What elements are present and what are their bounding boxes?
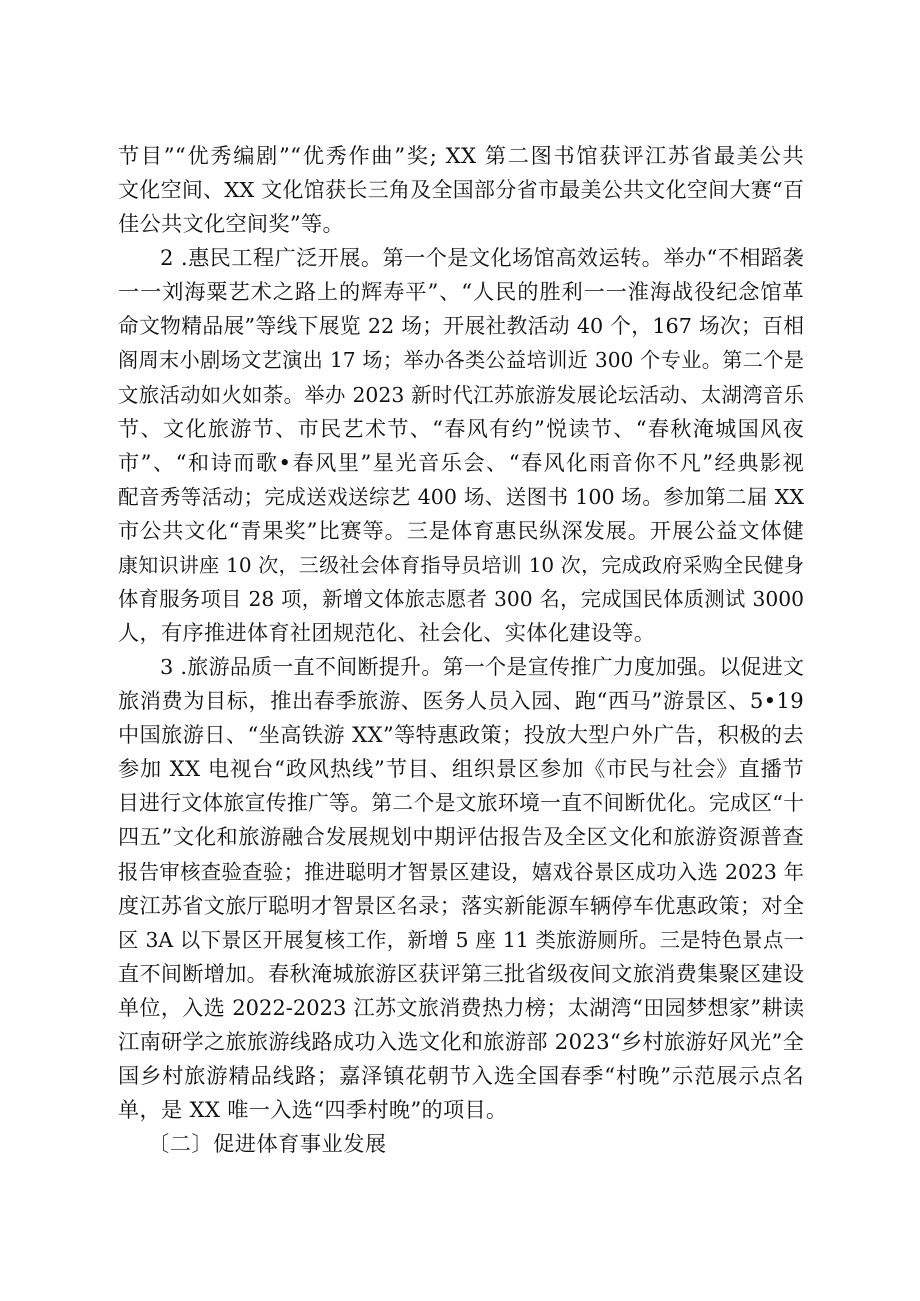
paragraph-3-line-9: 区 3A 以下景区开展复核工作，新增 5 座 11 类旅游厕所。三是特色景点一 <box>118 928 804 952</box>
paragraph-2-line-6: 节、文化旅游节、市民艺术节、“春风有约”悦读节、“春秋淹城国风夜 <box>118 416 804 441</box>
paragraph-2-line-5: 文旅活动如火如荼。举办 2023 新时代江苏旅游发展论坛活动、太湖湾音乐 <box>118 383 804 407</box>
paragraph-3-line-1: 3 .旅游品质一直不间断提升。第一个是宣传推广力度加强。以促进文 <box>160 655 804 679</box>
paragraph-2-line-2: 一一刘海粟艺术之路上的辉寿平”、“人民的胜利一一淮海战役纪念馆革 <box>118 279 804 304</box>
paragraph-3-line-10: 直不间断增加。春秋淹城旅游区获评第三批省级夜间文旅消费集聚区建设 <box>118 961 804 986</box>
paragraph-3-line-8: 度江苏省文旅厅聪明才智景区名录；落实新能源车辆停车优惠政策；对全 <box>118 893 804 918</box>
paragraph-1-line-2: 文化空间、XX 文化馆获长三角及全国部分省市最美公共文化空间大赛“百 <box>118 178 804 202</box>
paragraph-2-line-9: 市公共文化“青果奖”比赛等。三是体育惠民纵深发展。开展公益文体健 <box>118 518 804 543</box>
paragraph-2-line-10: 康知识讲座 10 次，三级社会体育指导员培训 10 次，完成政府采购全民健身 <box>118 553 804 577</box>
paragraph-2-line-1: 2 .惠民工程广泛开展。第一个是文化场馆高效运转。举办“不相蹈袭 <box>160 245 804 270</box>
paragraph-3-line-13: 国乡村旅游精品线路；嘉泽镇花朝节入选全国春季“村晚”示范展示点名 <box>118 1063 804 1088</box>
paragraph-3-line-7: 报告审核查验查验；推进聪明才智景区建设，嬉戏谷景区成功入选 2023 年 <box>118 860 804 884</box>
paragraph-1-line-1: 节目”“优秀编剧”“优秀作曲”奖; XX 第二图书馆获评江苏省最美公共 <box>118 143 804 168</box>
paragraph-3-line-5: 目进行文体旅宣传推广等。第二个是文旅环境一直不间断优化。完成区“十 <box>118 791 804 815</box>
paragraph-2-line-12: 人，有序推进体育社团规范化、社会化、实体化建设等。 <box>118 620 656 645</box>
paragraph-3-line-3: 中国旅游日、“坐高铁游 XX”等特惠政策；投放大型户外广告，积极的去 <box>118 722 804 747</box>
paragraph-3-line-11: 单位，入选 2022-2023 江苏文旅消费热力榜；太湖湾“田园梦想家”耕读 <box>118 995 804 1020</box>
section-heading: 〔二〕促进体育事业发展 <box>148 1131 387 1156</box>
paragraph-3-line-12: 江南研学之旅旅游线路成功入选文化和旅游部 2023“乡村旅游好风光”全 <box>118 1029 805 1054</box>
paragraph-1-line-3: 佳公共文化空间奖”等。 <box>118 211 345 236</box>
paragraph-3-line-2: 旅消费为目标，推出春季旅游、医务人员入园、跑“西马”游景区、5•19 <box>118 688 804 713</box>
paragraph-2-line-11: 体育服务项目 28 项，新增文体旅志愿者 300 名，完成国民体质测试 3000 <box>118 587 804 611</box>
paragraph-3-line-6: 四五”文化和旅游融合发展规划中期评估报告及全区文化和旅游资源普查 <box>118 824 804 849</box>
paragraph-2-line-7: 市”、“和诗而歌•春风里”星光音乐会、“春风化雨音你不凡”经典影视 <box>118 450 804 475</box>
paragraph-2-line-3: 命文物精品展”等线下展览 22 场；开展社教活动 40 个，167 场次；百相 <box>118 314 804 338</box>
paragraph-2-line-8: 配音秀等活动；完成送戏送综艺 400 场、送图书 100 场。参加第二届 XX <box>118 485 804 509</box>
paragraph-3-line-14: 单，是 XX 唯一入选“四季村晚”的项目。 <box>118 1097 508 1122</box>
paragraph-3-line-4: 参加 XX 电视台“政风热线”节目、组织景区参加《市民与社会》直播节 <box>118 756 804 781</box>
paragraph-2-line-4: 阁周末小剧场文艺演出 17 场；举办各类公益培训近 300 个专业。第二个是 <box>118 348 804 372</box>
